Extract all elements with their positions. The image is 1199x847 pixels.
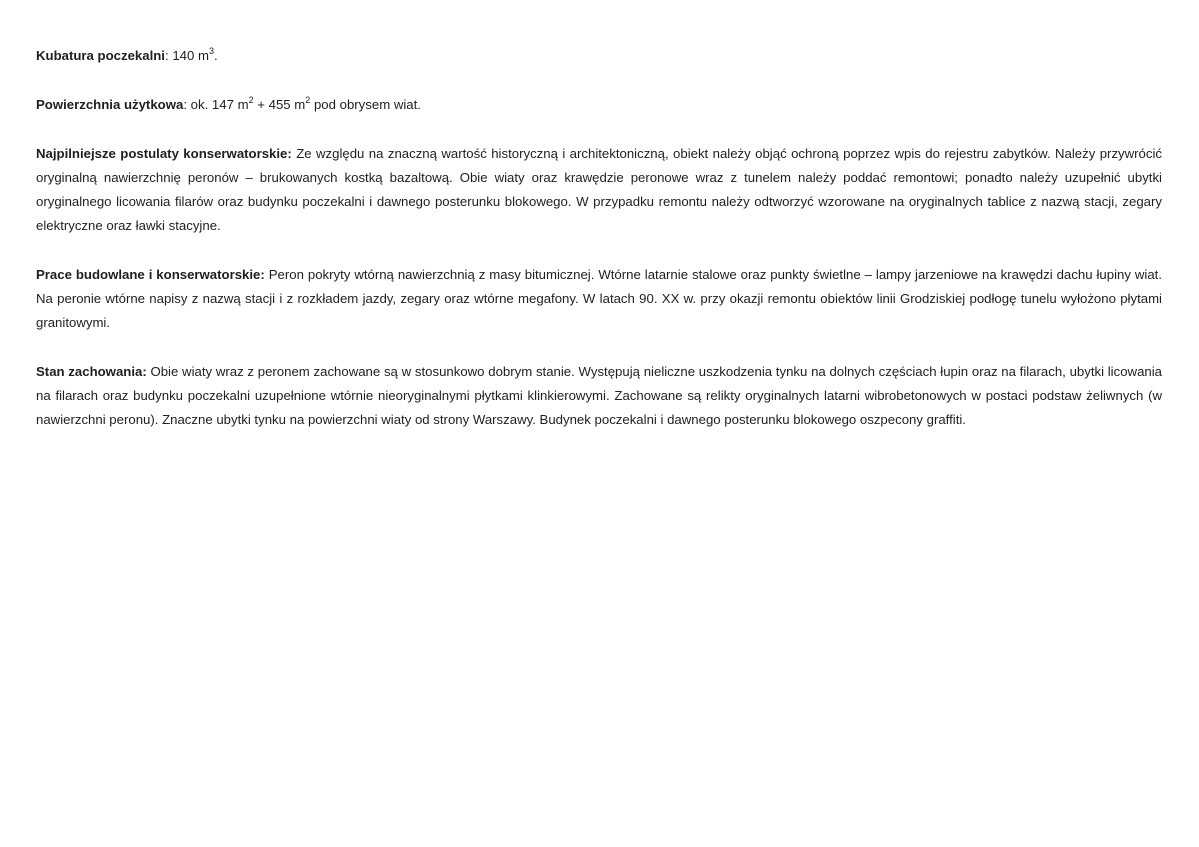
kubatura-label: Kubatura poczekalni bbox=[36, 48, 165, 63]
stan-text: Obie wiaty wraz z peronem zachowane są w stosunkowo dobrym stanie. Występują nieliczne uszkodzenia tynku na dolnych częściach łupin oraz na filarach, ubytki licowania na filarach oraz budynku poczekalni uzupełnione wtórnie nieoryginalnymi płytkami klinkierowymi. Zachowane są relikty oryginalnych latarni wibrobetonowych w postaci podstaw żeliwnych (w nawierzchni peronu). Znaczne ubytki tynku na powierzchni wiaty od strony Warszawy. Budynek poczekalni i dawnego posterunku blokowego oszpecony graffiti. bbox=[36, 364, 1162, 427]
document-page bbox=[36, 44, 1162, 457]
kubatura-end: . bbox=[213, 48, 218, 63]
stan-label: Stan zachowania: bbox=[36, 364, 147, 379]
powierzchnia-suffix: pod obrysem wiat. bbox=[310, 97, 421, 112]
powierzchnia-value-2: + 455 m bbox=[253, 97, 306, 112]
powierzchnia-paragraph bbox=[36, 93, 1162, 117]
kubatura-unit-exponent: 3 bbox=[208, 45, 214, 56]
prace-paragraph bbox=[36, 263, 1162, 335]
postulaty-text: Ze względu na znaczną wartość historyczną i architektoniczną, obiekt należy objąć ochroną poprzez wpis do rejestru zabytków. Należy przywrócić oryginalną nawierzchnię peronów – brukowanych kostką bazaltową. Obie wiaty oraz krawędzie peronowe wraz z tunelem należy poddać remontowi; ponadto należy uzupełnić ubytki oryginalnego licowania filarów oraz budynku poczekalni i dawnego posterunku blokowego. W przypadku remontu należy odtworzyć wzorowane na oryginalnych tablice z nazwą stacji, zegary elektryczne oraz ławki stacyjne. bbox=[36, 146, 1163, 233]
postulaty-label: Najpilniejsze postulaty konserwatorskie: bbox=[36, 146, 292, 161]
kubatura-value: 140 m bbox=[172, 48, 209, 63]
prace-label: Prace budowlane i konserwatorskie: bbox=[36, 267, 265, 282]
stan-paragraph bbox=[36, 360, 1162, 432]
kubatura-separator: : bbox=[164, 48, 173, 63]
powierzchnia-label: Powierzchnia użytkowa bbox=[36, 97, 184, 112]
powierzchnia-exponent-1: 2 bbox=[248, 94, 254, 105]
prace-text: Peron pokryty wtórną nawierzchnią z masy bitumicznej. Wtórne latarnie stalowe oraz punkty świetlne – lampy jarzeniowe na krawędzi dachu łupiny wiat. Na peronie wtórne napisy z nazwą stacji i z rozkładem jazdy, zegary oraz wtórne megafony. W latach 90. XX w. przy okazji remontu obiektów linii Grodziskiej podłogę tunelu wyłożono płytami granitowymi. bbox=[36, 267, 1162, 330]
powierzchnia-exponent-2: 2 bbox=[305, 94, 311, 105]
postulaty-paragraph bbox=[36, 142, 1162, 238]
powierzchnia-separator: : bbox=[183, 97, 191, 112]
kubatura-paragraph bbox=[36, 44, 1162, 68]
powierzchnia-value-1: ok. 147 m bbox=[190, 97, 249, 112]
